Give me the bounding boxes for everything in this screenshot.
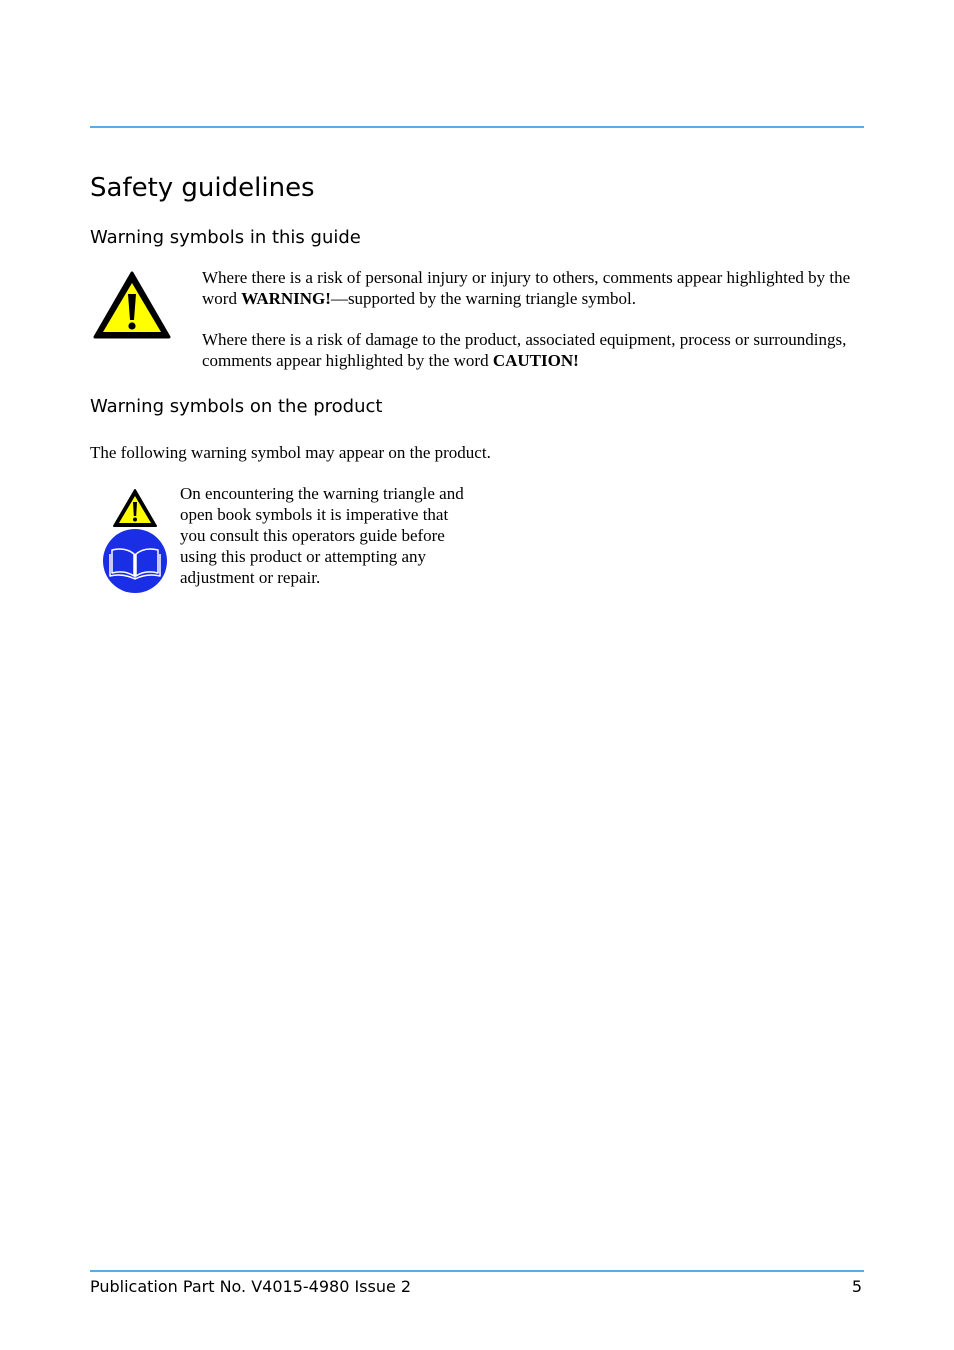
footer-rule xyxy=(90,1270,864,1272)
warning-description-text: Where there is a risk of personal injury or injury to others, comments appear highlighted by the word xyxy=(202,268,851,308)
caution-description xyxy=(202,329,862,371)
publication-part-number: Publication Part No. V4015-4980 Issue 2 xyxy=(90,1277,412,1296)
warning-triangle-icon xyxy=(112,488,158,528)
warning-keyword: WARNING! xyxy=(241,289,331,308)
product-symbols-instructions: On encountering the warning triangle and open book symbols it is imperative that you consult this operators guide before using this product or attempting any adjustment or repair. xyxy=(180,484,464,587)
page-title: Safety guidelines xyxy=(90,173,315,203)
page-number: 5 xyxy=(851,1277,862,1296)
product-symbols-intro: The following warning symbol may appear on the product. xyxy=(90,443,491,462)
section-title-guide-symbols: Warning symbols in this guide xyxy=(90,227,361,248)
warning-description xyxy=(202,267,862,309)
section-title-product-symbols: Warning symbols on the product xyxy=(90,396,383,417)
warning-triangle-icon xyxy=(92,270,172,340)
header-rule xyxy=(90,126,864,128)
open-book-icon xyxy=(102,528,168,594)
caution-keyword: CAUTION! xyxy=(492,351,579,370)
warning-description-tail: —supported by the warning triangle symbol. xyxy=(330,289,636,308)
caution-description-text: Where there is a risk of damage to the product, associated equipment, process or surroundings, comments appear highlighted by the word xyxy=(202,330,847,370)
